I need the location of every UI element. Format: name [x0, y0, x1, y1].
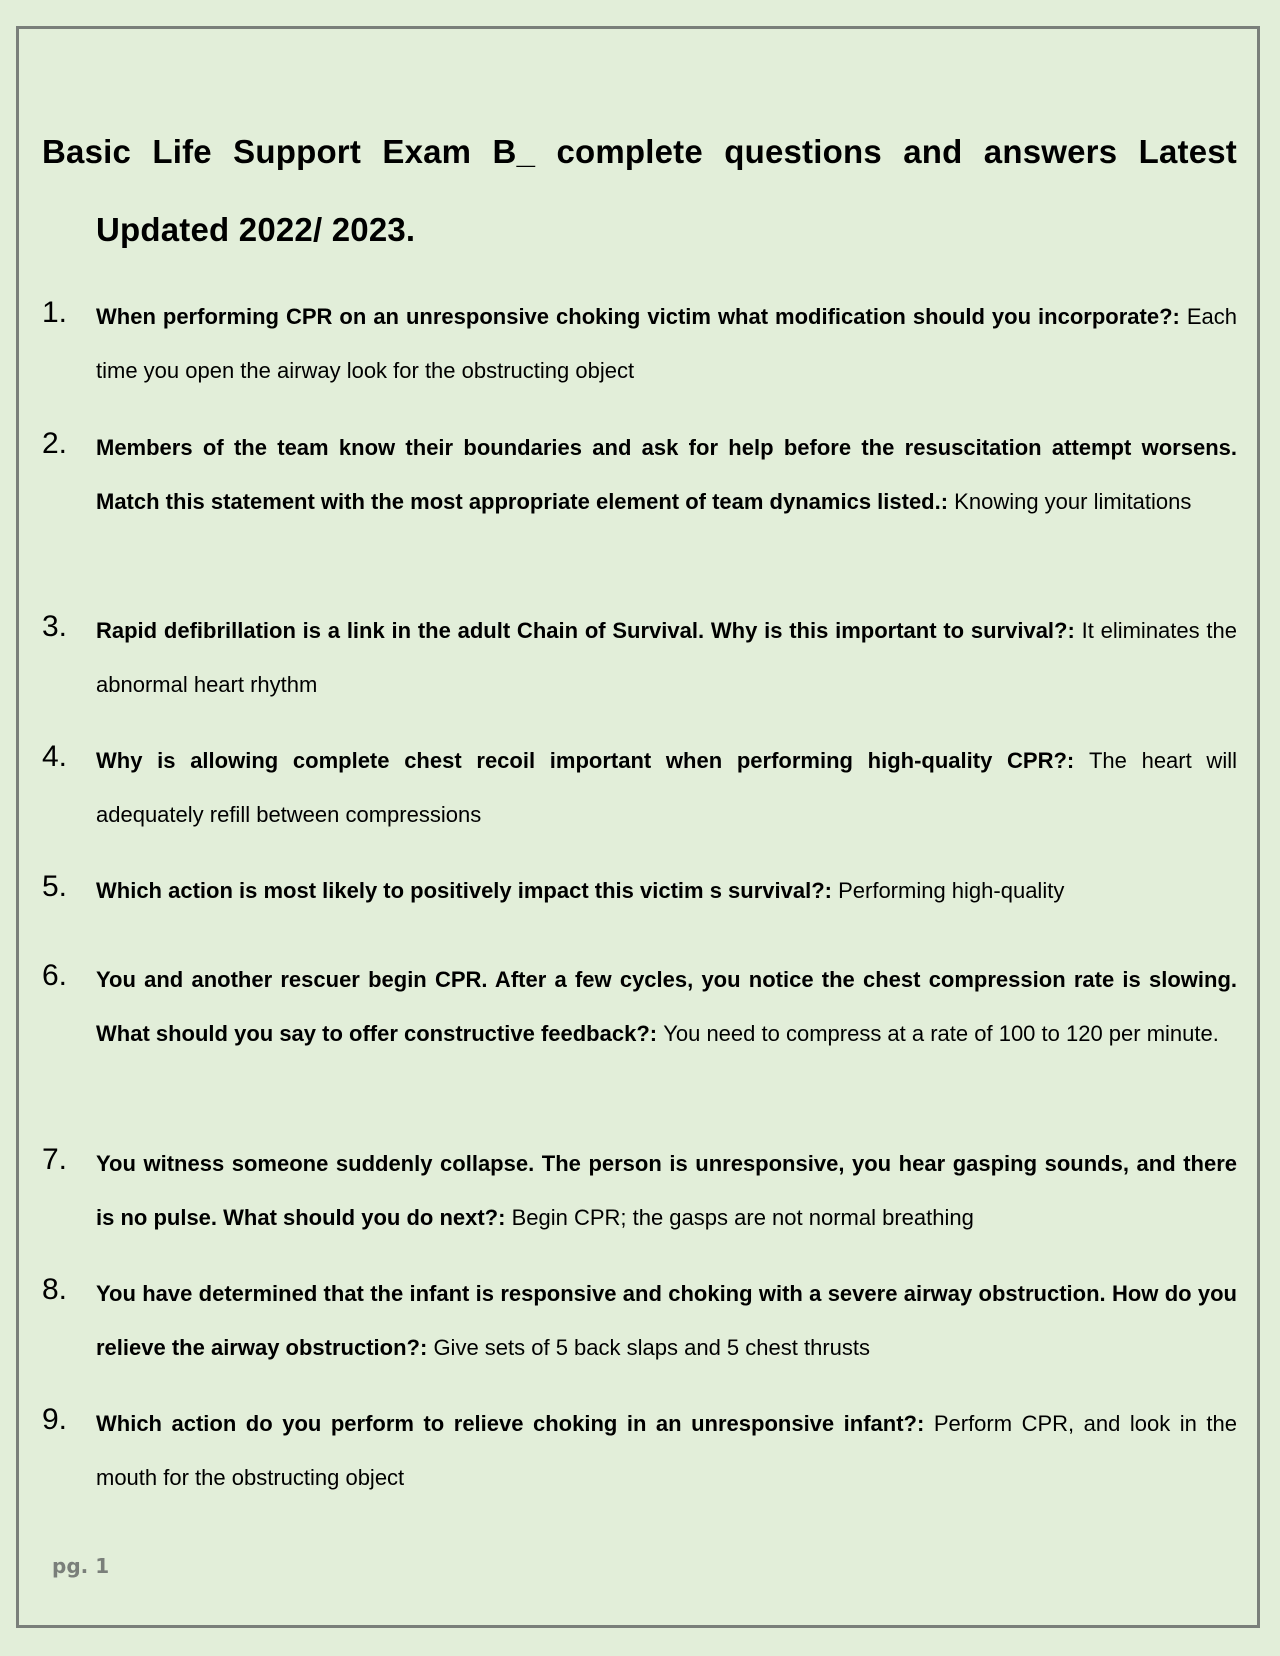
question-item	[42, 864, 1237, 918]
question-number: 6.	[42, 959, 68, 992]
question-number: 3.	[42, 610, 68, 643]
question-number: 1.	[42, 296, 68, 329]
question-number: 5.	[42, 870, 68, 903]
question-item	[42, 1397, 1237, 1505]
question-number: 9.	[42, 1403, 68, 1436]
answer-text: Perform CPR, and look in the mouth for the obstructing object	[96, 1411, 1237, 1490]
question-item	[42, 1267, 1237, 1375]
question-item	[42, 604, 1237, 712]
question-text: Members of the team know their boundaries and ask for help before the resuscitation attempt worsens. Match this statement with the most appropriate element of team dynamics listed.:	[96, 435, 1237, 514]
question-text: Why is allowing complete chest recoil important when performing high-quality CPR?:	[96, 748, 1089, 773]
question-text: Rapid defibrillation is a link in the adult Chain of Survival. Why is this important to survival?:	[96, 618, 1082, 643]
question-text: You witness someone suddenly collapse. The person is unresponsive, you hear gasping sounds, and there is no pulse. What should you do next?:	[96, 1151, 1237, 1230]
question-item	[42, 734, 1237, 842]
question-number: 7.	[42, 1143, 68, 1176]
answer-text: It eliminates the abnormal heart rhythm	[96, 618, 1238, 697]
answer-text: The heart will adequately refill between compressions	[96, 748, 1237, 827]
question-text: Which action do you perform to relieve choking in an unresponsive infant?:	[96, 1411, 934, 1436]
answer-text: Performing high-quality	[838, 878, 1065, 903]
answer-text: Give sets of 5 back slaps and 5 chest thrusts	[433, 1335, 870, 1360]
answer-text: Begin CPR; the gasps are not normal breathing	[511, 1205, 974, 1230]
question-number: 2.	[42, 427, 68, 460]
question-text: Which action is most likely to positively impact this victim s survival?:	[96, 878, 839, 903]
answer-text: You need to compress at a rate of 100 to 120 per minute.	[663, 1021, 1219, 1046]
question-item	[42, 421, 1237, 529]
question-item	[42, 290, 1237, 398]
question-number: 4.	[42, 740, 68, 773]
question-text: You have determined that the infant is responsive and choking with a severe airway obstruction. How do you relieve the airway obstruction?:	[96, 1281, 1237, 1360]
question-number: 8.	[42, 1273, 68, 1306]
question-item	[42, 953, 1237, 1061]
page-number: pg. 1	[52, 1554, 110, 1578]
question-item	[42, 1137, 1237, 1245]
answer-text: Knowing your limitations	[954, 489, 1192, 514]
document-title: Basic Life Support Exam B_ complete questions and answers Latest Updated 2022/ 2023.	[42, 133, 1237, 248]
question-text: You and another rescuer begin CPR. After a few cycles, you notice the chest compression rate is slowing. What should you say to offer constructive feedback?:	[96, 967, 1237, 1046]
answer-text: Each time you open the airway look for the obstructing object	[96, 304, 1237, 383]
question-text: When performing CPR on an unresponsive choking victim what modification should you incorporate?:	[96, 304, 1187, 329]
